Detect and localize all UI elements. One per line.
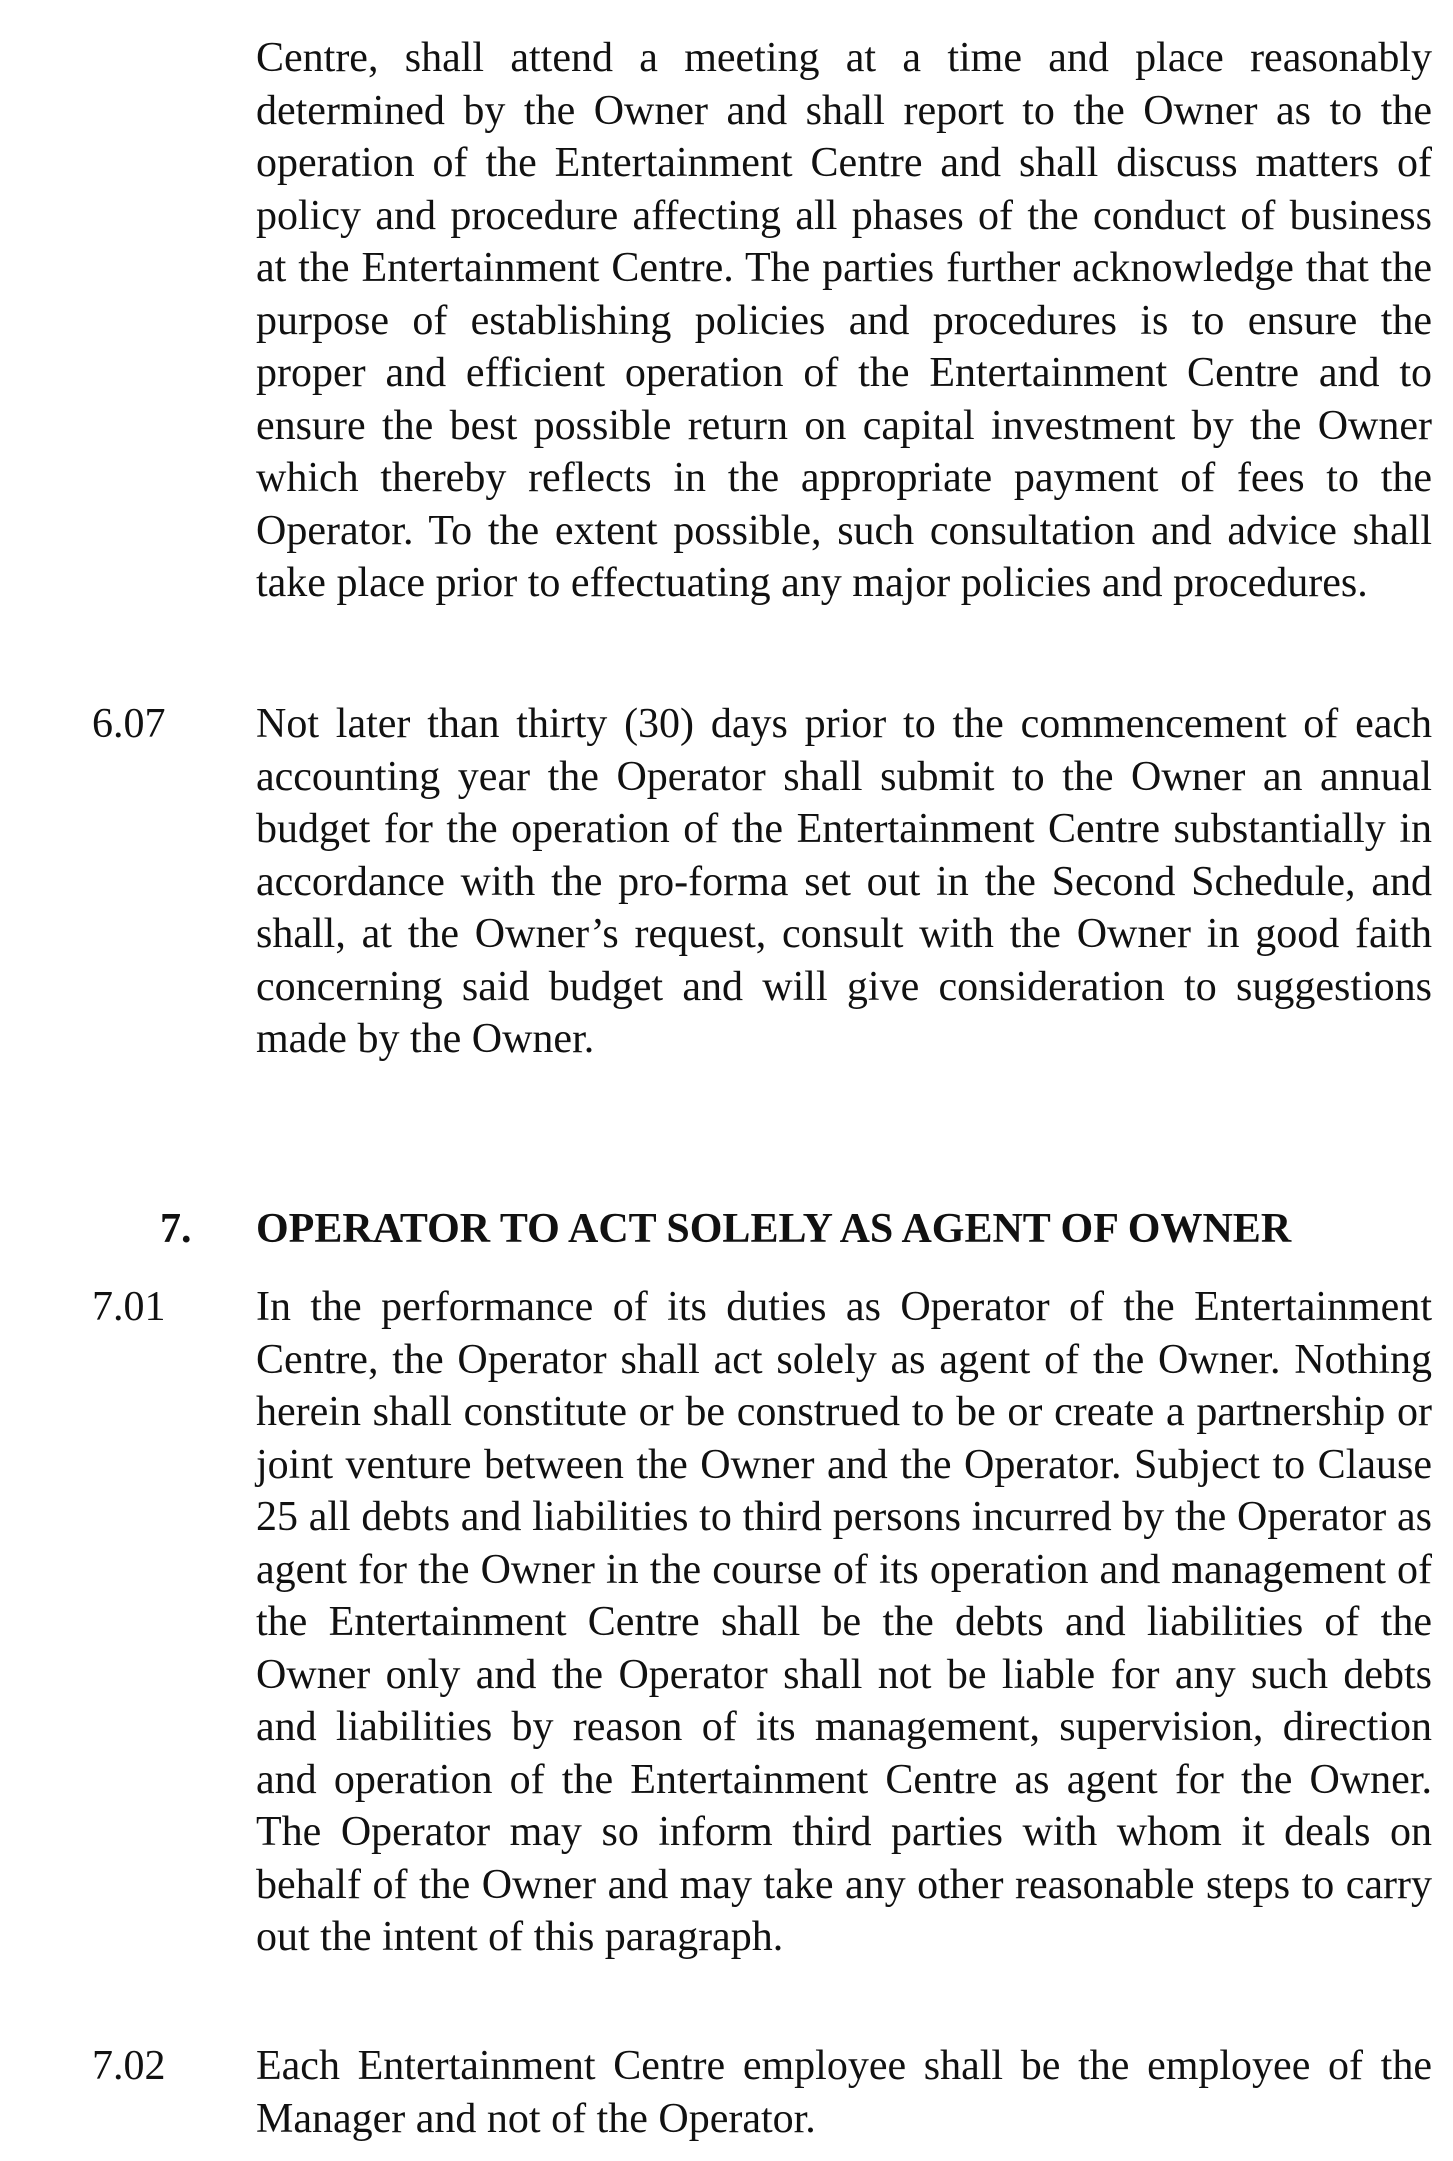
clause-number: 6.07 (92, 701, 166, 747)
clause-text: Each Entertainment Centre employee shall be the employee of the Manager and not of the Operator. (256, 2043, 1432, 2142)
section-number: 7. (160, 1206, 192, 1252)
continuation-text: Centre, shall attend a meeting at a time and place reasonably determined by the Owner and shall report to the Owner as to the operation of the Entertainment Centre and shall discuss matters of policy and procedure affecting all phases of the conduct of business at the Entertainment Centre. The parties further acknowledge that the purpose of establishing policies and procedures is to ensure the proper and efficient operation of the Entertainment Centre and to ensure the best possible return on capital investment by the Owner which thereby reflects in the appropriate payment of fees to the Operator. To the extent possible, such consultation and advice shall take place prior to effectuating any major policies and procedures. (256, 35, 1432, 606)
section-title: OPERATOR TO ACT SOLELY AS AGENT OF OWNER (256, 1206, 1292, 1252)
clause-text: In the performance of its duties as Operator of the Entertainment Centre, the Operator shall act solely as agent of the Owner. Nothing herein shall constitute or be construed to be or create a partnership or joint venture between the Owner and the Operator. Subject to Clause 25 all debts and liabilities to third persons incurred by the Operator as agent for the Owner in the course of its operation and management of the Entertainment Centre shall be the debts and liabilities of the Owner only and the Operator shall not be liable for any such debts and liabilities by reason of its management, supervision, direction and operation of the Entertainment Centre as agent for the Owner. The Operator may so inform third parties with whom it deals on behalf of the Owner and may take any other reasonable steps to carry out the intent of this paragraph. (256, 1284, 1432, 1960)
clause-number: 7.02 (92, 2043, 166, 2089)
clause-text: Not later than thirty (30) days prior to the commencement of each accounting year the Operator shall submit to the Owner an annual budget for the operation of the Entertainment Centre substantially in accordance with the pro-forma set out in the Second Schedule, and shall, at the Owner’s request, consult with the Owner in good faith concerning said budget and will give consideration to suggestions made by the Owner. (256, 701, 1432, 1062)
clause-number: 7.01 (92, 1284, 166, 1330)
